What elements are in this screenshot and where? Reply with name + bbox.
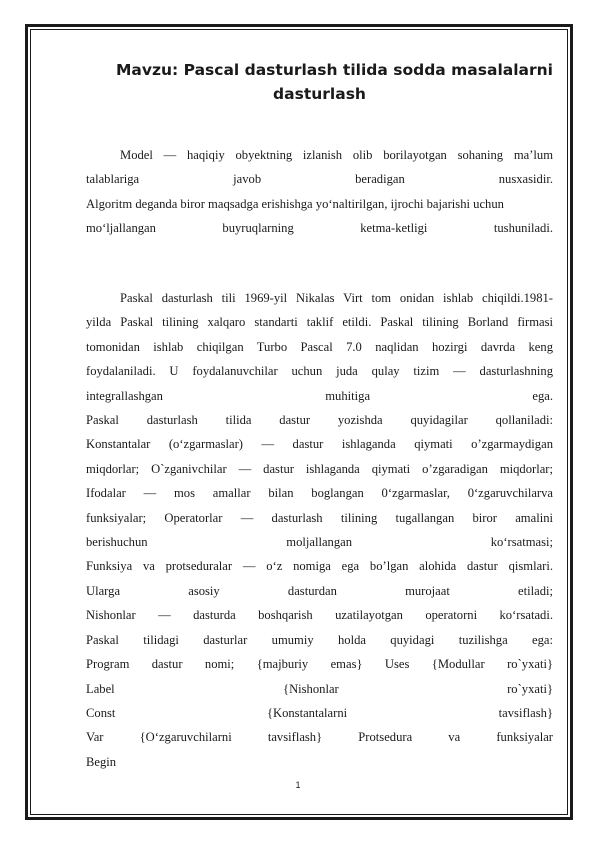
text-line: Begin (86, 754, 117, 769)
text-line: Paskal dasturlash tili 1969-yil Nikalas Virt tom onidan ishlab chiqildi.1981- (120, 291, 553, 305)
text-line: Const {Konstantalarni tavsiflash} (86, 705, 553, 720)
text-line: berishuchun moljallangan ko‘rsatmasi; (86, 535, 553, 550)
text-line: foydalaniladi. U foydalanuvchilar uchun juda qulay tizim — dasturlashning (86, 364, 553, 379)
text-line: Ifodalar — mos amallar bilan boglangan 0‘zgarmaslar, 0‘zgaruvchilarva (86, 486, 553, 501)
text-line: Konstantalar (o‘zgarmaslar) — dastur ishlaganda qiymati o’zgarmaydigan (86, 437, 553, 452)
text-line: Paskal dasturlash tilida dastur yozishda quyidagilar qollaniladi: (86, 413, 553, 428)
text-line: Program dastur nomi; {majburiy emas} Uses {Modullar ro`yxati} (86, 657, 553, 672)
text-line: Model — haqiqiy obyektning izlanish olib borilayotgan sohaning ma’lum (120, 148, 553, 162)
paragraph-pascal-intro (86, 286, 553, 774)
text-line: integrallashgan muhitiga ega. (86, 388, 553, 403)
text-line: miqdorlar; O`zganivchilar — dastur ishlaganda qiymati o’zgaradigan miqdorlar; (86, 461, 553, 476)
document-title: Mavzu: Pascal dasturlash tilida sodda masalalarni dasturlash (116, 61, 553, 103)
text-line: Nishonlar — dasturda boshqarish uzatilayotgan operatorni ko‘rsatadi. (86, 608, 553, 623)
text-line: Paskal tilidagi dasturlar umumiy holda quyidagi tuzilishga ega: (86, 632, 553, 647)
text-line: talablariga javob beradigan nusxasidir. (86, 172, 553, 187)
text-line: yilda Paskal tilining xalqaro standarti taklif etildi. Paskal tilining Borland firmasi (86, 315, 553, 330)
text-line: mo‘ljallangan buyruqlarning ketma-ketligi tushuniladi. (86, 221, 553, 236)
text-line: Ularga asosiy dasturdan murojaat etiladi; (86, 583, 553, 598)
text-line: funksiyalar; Operatorlar — dasturlash tilining tugallangan biror amalini (86, 510, 553, 525)
text-line: tomonidan ishlab chiqilgan Turbo Pascal 7.0 naqlidan hozirgi davrda keng (86, 339, 553, 354)
text-line: Algoritm deganda biror maqsadga erishishga yo‘naltirilgan, ijrochi bajarishi uchun (86, 196, 504, 211)
text-line: Label {Nishonlar ro`yxati} (86, 681, 553, 696)
text-line: Funksiya va protseduralar — o‘z nomiga ega bo’lgan alohida dastur qismlari. (86, 559, 553, 574)
text-line: Var {O‘zgaruvchilarni tavsiflash} Protsedura va funksiyalar (86, 730, 553, 745)
page-number: 1 (295, 780, 301, 790)
paragraph-model-algorithm (86, 143, 553, 241)
